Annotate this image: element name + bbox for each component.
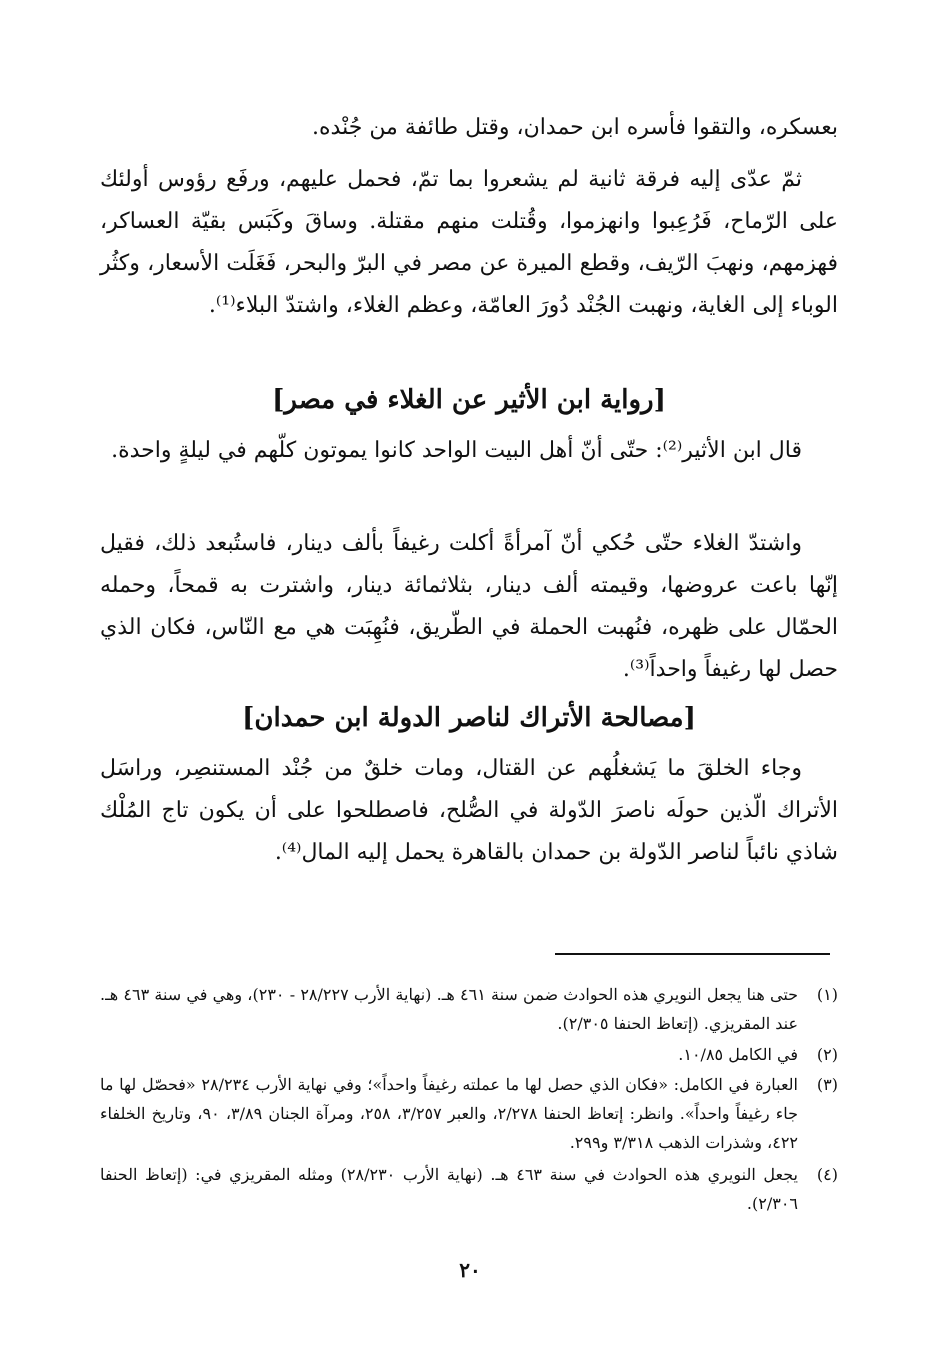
paragraph-4: واشتدّ الغلاء حتّى حُكي أنّ آمرأةً أكلت رغيفاً بألف دينار، فاستُبعد ذلك، فقيل إنّها باعت عروضها، وقيمته ألف دينار، بثلاثمائة دينار، واشترت به قمحاً، وحمله الحمّال على ظهره، فنُهبت الحملة في الطّريق، فنُهِبَت هي مع النّاس، فكان الذي حصل لها رغيفاً واحداً⁽³⁾.: [100, 531, 838, 682]
footnote-number: (١): [816, 985, 838, 1004]
paragraph-1: بعسكره، والتقوا فأسره ابن حمدان، وقتل طائفة من جُنْده.: [312, 115, 838, 140]
footnote-number: (٣): [816, 1075, 838, 1094]
section-heading-ibn-al-athir: [رواية ابن الأثير عن الغلاء في مصر]: [272, 385, 666, 415]
footnote-text: حتى هنا يجعل النويري هذه الحوادث ضمن سنة ٤٦١ هـ. (نهاية الأرب ٢٨/٢٢٧ - ٢٣٠)، وهي في سنة ٤٦٣ هـ. عند المقريزي. (إتعاظ الحنفا ٢/٣٠٥).: [100, 985, 799, 1033]
paragraph-5: وجاء الخلقَ ما يَشغلُهم عن القتال، ومات خلقٌ من جُنْد المستنصِر، وراسَل الأتراك الّذين حولَه ناصرَ الدّولة في الصُّلح، فاصطلحوا على أن يكون تاج المُلْك شاذي نائباً لناصر الدّولة بن حمدان بالقاهرة يحمل إليه المال⁽⁴⁾.: [100, 756, 838, 865]
footnote-4: [100, 1160, 838, 1218]
footnote-text: في الكامل ١٠/٨٥.: [678, 1045, 798, 1064]
footnote-1: [100, 980, 838, 1038]
section-heading-reconciliation: [مصالحة الأتراك لناصر الدولة ابن حمدان]: [242, 703, 696, 733]
footnote-number: (٢): [816, 1045, 838, 1064]
footnote-text: العبارة في الكامل: «فكان الذي حصل لها ما عملته رغيفاً واحداً»؛ وفي نهاية الأرب ٢٨/٢٣٤ «فحصّل لها ما جاء رغيفاً واحداً». وانظر: إتعاظ الحنفا ٢/٢٧٨، والعبر ٣/٢٥٧، ٢٥٨، ومرآة الجنان ٣/٨٩، ٩٠، وتاريخ الخلفاء ٤٢٢، وشذرات الذهب ٣/٣١٨ و٢٩٩.: [100, 1075, 799, 1152]
footnote-text: يجعل النويري هذه الحوادث في سنة ٤٦٣ هـ. (نهاية الأرب ٢٨/٢٣٠) ومثله المقريزي في: (إتعاظ الحنفا ٢/٣٠٦).: [100, 1165, 799, 1213]
footnote-2: [100, 1040, 838, 1069]
footnote-3: [100, 1070, 838, 1157]
footnote-number: (٤): [816, 1165, 838, 1184]
footnote-separator: [555, 953, 830, 955]
paragraph-3: قال ابن الأثير⁽²⁾: حتّى أنّ أهل البيت الواحد كانوا يموتون كلّهم في ليلةٍ واحدة.: [111, 438, 802, 463]
page-number: ٢٠: [459, 1258, 481, 1282]
paragraph-2: ثمّ عدّى إليه فرقة ثانية لم يشعروا بما تمّ، فحمل عليهم، ورفَع رؤوس أولئك على الرّماح، فَرُعِبوا وانهزموا، وقُتلت منهم مقتلة. وساقَ وكَبَس بقيّة العساكر، فهزمهم، ونهبَ الرّيف، وقطع الميرة عن مصر في البرّ والبحر، فَغَلَت الأسعار، وكثُر الوباء إلى الغاية، ونهبت الجُنْد دُورَ العامّة، وعظم الغلاء، واشتدّ البلاء⁽¹⁾.: [100, 167, 838, 318]
